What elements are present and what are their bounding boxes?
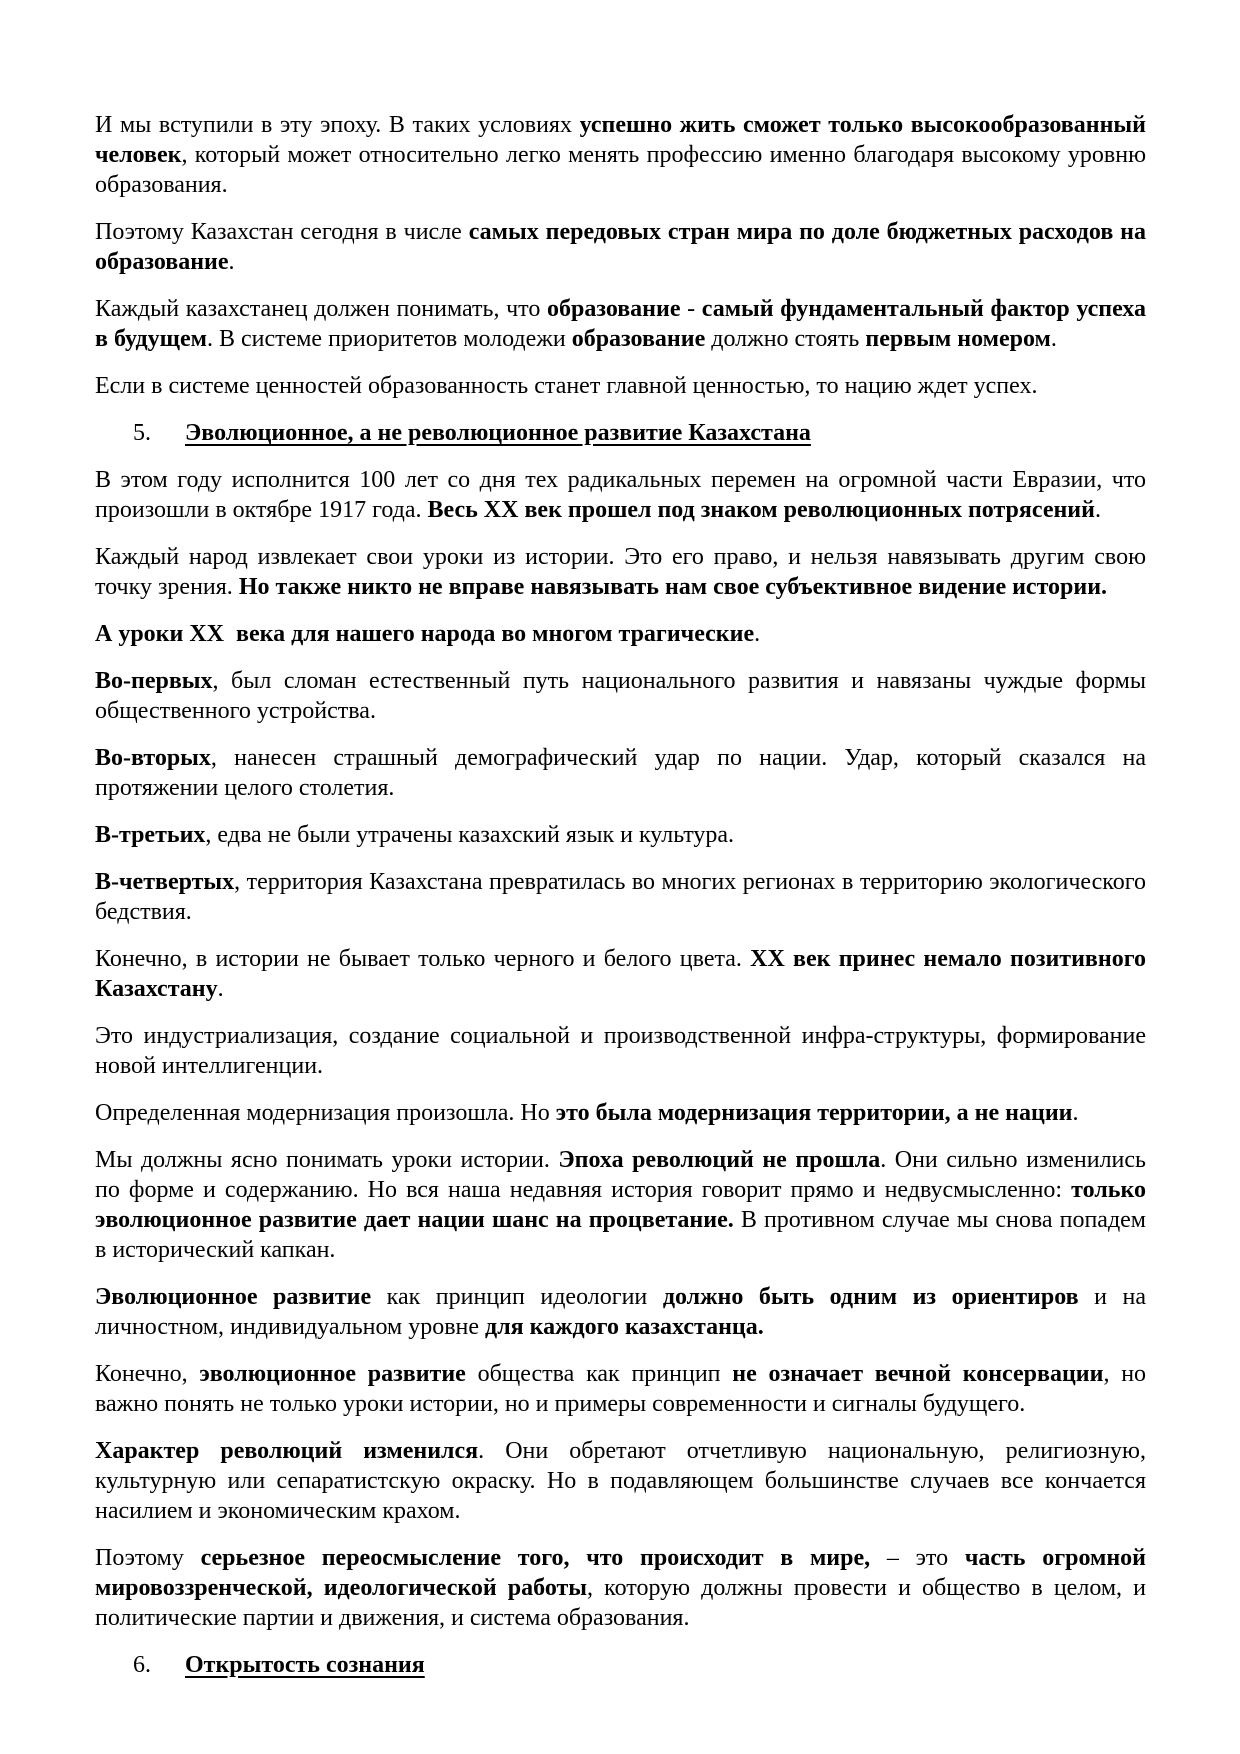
paragraph — [95, 1436, 1146, 1526]
text-run: . Они обретают отчетливую национальную, религиозную, культурную или сепаратистскую окраску. Но в подавляющем большинстве случаев все кончается насилием и экономическим крахом. — [95, 1438, 1146, 1524]
text-run: – это — [870, 1545, 965, 1571]
text-run: Поэтому — [95, 1545, 201, 1571]
paragraph — [95, 110, 1146, 200]
text-run: А уроки XX века для нашего народа во многом трагические — [95, 621, 755, 647]
text-run: В-четвертых — [95, 869, 235, 895]
text-run: часть огромной мировоззренческой, идеологической работы — [95, 1545, 1147, 1601]
paragraph — [95, 666, 1146, 726]
text-run: образование — [546, 296, 681, 322]
text-run: . Они сильно изменились по форме и содержанию. Но вся наша недавняя история говорит прямо и недвусмысленно: — [95, 1147, 1146, 1203]
text-run: . — [754, 621, 761, 647]
paragraph — [95, 820, 1146, 850]
text-run: Весь XX век прошел под знаком революционных потрясений — [427, 497, 1095, 523]
text-run: В-третьих — [95, 822, 206, 848]
text-run: эволюционное развитие — [199, 1361, 466, 1387]
text-run: , нанесен страшный демографический удар по нации. Удар, который сказался на протяжении целого столетия. — [95, 745, 1146, 801]
text-run: Если в системе ценностей образованность станет главной ценностью, то нацию ждет успех. — [95, 373, 1038, 399]
text-run: , территория Казахстана превратилась во многих регионах в территорию экологического бедствия. — [95, 869, 1146, 925]
text-run: и на личностном, индивидуальном уровне — [95, 1284, 1146, 1340]
text-run: Во-первых — [95, 668, 213, 694]
text-run: И мы вступили в эту эпоху. В таких условиях — [95, 112, 580, 138]
paragraph — [95, 465, 1146, 525]
text-run: . — [228, 249, 235, 275]
text-run: . В системе приоритетов молодежи — [206, 326, 572, 352]
section-title: Эволюционное, а не революционное развитие Казахстана — [185, 420, 811, 446]
text-run: первым номером — [865, 326, 1051, 352]
text-run: - — [680, 296, 702, 322]
text-run: . — [1094, 497, 1101, 523]
text-run: самых передовых стран мира по доле бюджетных расходов на образование — [95, 219, 1146, 275]
text-run: Каждый народ извлекает свои уроки из истории. Это его право, и нельзя навязывать другим свою точку зрения. — [95, 544, 1146, 600]
paragraph — [95, 294, 1146, 354]
section-title: Открытость сознания — [185, 1652, 425, 1678]
text-run: В противном случае мы снова попадем в исторический капкан. — [95, 1207, 1146, 1263]
text-run: как принцип идеологии — [371, 1284, 663, 1310]
document-body — [95, 110, 1146, 1680]
section-heading — [95, 1650, 1146, 1680]
text-run: должно стоять — [705, 326, 866, 352]
text-run: XX век принес немало позитивного Казахстану — [95, 946, 1146, 1002]
paragraph — [95, 217, 1146, 277]
text-run: Поэтому Казахстан сегодня в числе — [95, 219, 469, 245]
text-run: общества как принцип — [465, 1361, 733, 1387]
text-run: не означает вечной консервации — [732, 1361, 1104, 1387]
section-heading — [95, 418, 1146, 448]
text-run: . — [1072, 1100, 1079, 1126]
text-run: успешно жить сможет только высокообразованный человек — [95, 112, 1146, 168]
text-run: Определенная модернизация произошла. Но — [95, 1100, 556, 1126]
paragraph — [95, 743, 1146, 803]
paragraph — [95, 542, 1146, 602]
text-run: Каждый казахстанец должен понимать, что — [95, 296, 547, 322]
section-number: 5. — [133, 420, 151, 446]
text-run: Характер революций изменился — [95, 1438, 479, 1464]
text-run: . — [1050, 326, 1057, 352]
text-run: Но также никто не вправе навязывать нам свое субъективное видение истории. — [238, 574, 1108, 600]
paragraph — [95, 1145, 1146, 1265]
paragraph — [95, 1098, 1146, 1128]
text-run: должно быть одним из ориентиров — [662, 1284, 1079, 1310]
text-run: . — [217, 976, 224, 1002]
text-run: , едва не были утрачены казахский язык и культура. — [205, 822, 735, 848]
text-run: Во-вторых — [95, 745, 211, 771]
text-run: Эволюционное развитие — [95, 1284, 372, 1310]
text-run: Это индустриализация, создание социальной и производственной инфра-структуры, формирование новой интеллигенции. — [95, 1023, 1146, 1079]
paragraph — [95, 371, 1146, 401]
text-run: образование — [571, 326, 706, 352]
text-run: это была модернизация территории, а не нации — [555, 1100, 1073, 1126]
text-run: , который может относительно легко менять профессию именно благодаря высокому уровню образования. — [95, 142, 1146, 198]
paragraph — [95, 867, 1146, 927]
text-run: для каждого казахстанца. — [485, 1314, 764, 1340]
text-run: Конечно, — [95, 1361, 200, 1387]
text-run: серьезное переосмысление того, что происходит в мире, — [200, 1545, 871, 1571]
text-run: , но важно понять не только уроки истории, но и примеры современности и сигналы будущего. — [95, 1361, 1147, 1417]
text-run: Мы должны ясно понимать уроки истории. — [95, 1147, 559, 1173]
paragraph — [95, 619, 1146, 649]
text-run: Конечно, в истории не бывает только черного и белого цвета. — [95, 946, 751, 972]
paragraph — [95, 1359, 1146, 1419]
text-run: Эпоха революций не прошла — [558, 1147, 881, 1173]
text-run: , которую должны провести и общество в целом, и политические партии и движения, и система образования. — [95, 1575, 1146, 1631]
text-run: только эволюционное развитие дает нации шанс на процветание. — [95, 1177, 1146, 1233]
paragraph — [95, 944, 1146, 1004]
section-number: 6. — [133, 1652, 151, 1678]
paragraph — [95, 1021, 1146, 1081]
text-run: , был сломан естественный путь национального развития и навязаны чуждые формы общественного устройства. — [95, 668, 1146, 724]
text-run: самый фундаментальный фактор успеха в будущем — [95, 296, 1146, 352]
text-run: В этом году исполнится 100 лет со дня тех радикальных перемен на огромной части Евразии, что произошли в октябре 1917 года. — [95, 467, 1146, 523]
paragraph — [95, 1282, 1146, 1342]
paragraph — [95, 1543, 1146, 1633]
